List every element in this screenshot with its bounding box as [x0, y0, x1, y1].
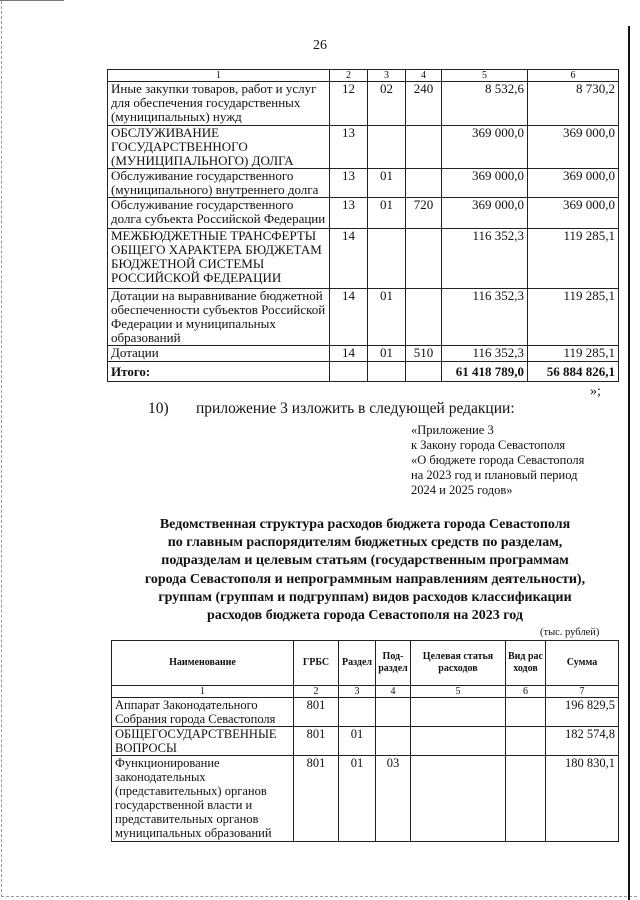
row-sum: 180 830,1: [546, 756, 619, 842]
row-code: [406, 126, 442, 169]
col-number: 2: [294, 686, 339, 698]
total-amount: 56 884 826,1: [528, 362, 619, 382]
empty-cell: [368, 362, 406, 382]
row-name: Обслуживание государственного долга субъекта Российской Федерации: [108, 198, 330, 229]
scan-edge: [0, 0, 64, 1]
col-number: 1: [108, 70, 330, 82]
title-line: по главным распорядителям бюджетных средств по разделам,: [167, 535, 563, 551]
row-amount: 119 285,1: [528, 289, 619, 346]
row-code: [368, 126, 406, 169]
table-row: [108, 169, 619, 198]
row-razdel: [339, 698, 376, 727]
row-expense-type: [506, 756, 546, 842]
row-code: [406, 229, 442, 289]
row-code: 14: [330, 229, 368, 289]
col-number: 6: [528, 70, 619, 82]
table-row: [112, 698, 619, 727]
header-sum: Сумма: [546, 641, 619, 686]
col-number: 7: [546, 686, 619, 698]
page-number: 26: [313, 38, 327, 53]
row-code: [406, 169, 442, 198]
row-target-article: [411, 727, 506, 756]
row-code: [368, 229, 406, 289]
row-amount: 369 000,0: [442, 198, 528, 229]
row-amount: 369 000,0: [528, 198, 619, 229]
header-name: Наименование: [112, 641, 294, 686]
appendix-line: «Приложение 3: [411, 423, 494, 437]
row-grbs: 801: [294, 727, 339, 756]
appendix-line: к Закону города Севастополя: [411, 438, 566, 452]
budget-table-continued: [107, 69, 619, 382]
title-line: расходов бюджета города Севастополя на 2023 год: [207, 608, 523, 624]
amendment-item: [148, 400, 515, 418]
total-label: Итого:: [108, 362, 330, 382]
col-number: 3: [368, 70, 406, 82]
row-podrazdel: [376, 727, 411, 756]
row-code: 14: [330, 346, 368, 362]
row-amount: 8 730,2: [528, 82, 619, 126]
col-number: 5: [411, 686, 506, 698]
title-line: группам (группам и подгруппам) видов расходов классификации: [158, 589, 572, 605]
row-code: 02: [368, 82, 406, 126]
row-code: 13: [330, 169, 368, 198]
table-row: [108, 229, 619, 289]
row-expense-type: [506, 698, 546, 727]
row-amount: 116 352,3: [442, 289, 528, 346]
column-number-row: [108, 70, 619, 82]
row-amount: 116 352,3: [442, 346, 528, 362]
row-code: 01: [368, 169, 406, 198]
col-number: 1: [112, 686, 294, 698]
title-line: Ведомственная структура расходов бюджета города Севастополя: [159, 517, 571, 532]
units-label: (тыс. рублей): [540, 627, 600, 638]
row-code: [406, 289, 442, 346]
row-amount: 8 532,6: [442, 82, 528, 126]
table-row: [108, 82, 619, 126]
row-name: Дотации на выравнивание бюджетной обеспеченности субъектов Российской Федерации и муниципальных образований: [108, 289, 330, 346]
item-number: 10): [148, 400, 169, 417]
row-code: 14: [330, 289, 368, 346]
header-target-article: Целевая статья расходов: [411, 641, 506, 686]
section-title: [110, 516, 620, 625]
row-name: ОБЩЕГОСУДАРСТВЕННЫЕ ВОПРОСЫ: [112, 727, 294, 756]
row-sum: 182 574,8: [546, 727, 619, 756]
row-code: 01: [368, 346, 406, 362]
table-row: [108, 346, 619, 362]
row-sum: 196 829,5: [546, 698, 619, 727]
header-row: [112, 641, 619, 686]
row-podrazdel: 03: [376, 756, 411, 842]
row-name: Аппарат Законодательного Собрания города Севастополя: [112, 698, 294, 727]
row-name: Иные закупки товаров, работ и услуг для обеспечения государственных (муниципальных) нужд: [108, 82, 330, 126]
closing-quote: »;: [590, 384, 601, 399]
row-code: 01: [368, 289, 406, 346]
total-row: [108, 362, 619, 382]
row-amount: 369 000,0: [442, 126, 528, 169]
header-razdel: Раздел: [339, 641, 376, 686]
col-number: 5: [442, 70, 528, 82]
table-row: [112, 727, 619, 756]
scan-edge-right: [628, 26, 630, 900]
row-expense-type: [506, 727, 546, 756]
row-amount: 369 000,0: [528, 169, 619, 198]
row-amount: 119 285,1: [528, 346, 619, 362]
row-amount: 369 000,0: [442, 169, 528, 198]
row-code: 12: [330, 82, 368, 126]
table-row: [108, 126, 619, 169]
row-razdel: 01: [339, 756, 376, 842]
table-row: [108, 289, 619, 346]
col-number: 4: [376, 686, 411, 698]
header-expense-type: Вид рас ходов: [506, 641, 546, 686]
row-grbs: 801: [294, 698, 339, 727]
empty-cell: [406, 362, 442, 382]
header-podrazdel: Под-раздел: [376, 641, 411, 686]
row-target-article: [411, 698, 506, 727]
col-number: 3: [339, 686, 376, 698]
table-row: [108, 198, 619, 229]
col-number: 4: [406, 70, 442, 82]
row-name: Функционирование законодательных (представительных) органов государственной власти и представительных органов муниципальных образований: [112, 756, 294, 842]
empty-cell: [330, 362, 368, 382]
departmental-structure-table: [111, 640, 619, 842]
row-code: 510: [406, 346, 442, 362]
row-amount: 116 352,3: [442, 229, 528, 289]
row-amount: 369 000,0: [528, 126, 619, 169]
row-code: 240: [406, 82, 442, 126]
header-grbs: ГРБС: [294, 641, 339, 686]
appendix-line: 2024 и 2025 годов»: [411, 483, 513, 497]
table-row: [112, 756, 619, 842]
row-name: ОБСЛУЖИВАНИЕ ГОСУДАРСТВЕННОГО (МУНИЦИПАЛЬНОГО) ДОЛГА: [108, 126, 330, 169]
appendix-line: «О бюджете города Севастополя: [411, 453, 585, 467]
row-code: 13: [330, 126, 368, 169]
title-line: подразделам и целевым статьям (государственным программам: [161, 553, 569, 569]
row-razdel: 01: [339, 727, 376, 756]
row-name: Дотации: [108, 346, 330, 362]
col-number: 2: [330, 70, 368, 82]
row-code: 01: [368, 198, 406, 229]
row-code: 13: [330, 198, 368, 229]
row-name: Обслуживание государственного (муниципального) внутреннего долга: [108, 169, 330, 198]
appendix-note: [411, 423, 584, 498]
col-number: 6: [506, 686, 546, 698]
row-podrazdel: [376, 698, 411, 727]
column-number-row: [112, 686, 619, 698]
row-target-article: [411, 756, 506, 842]
row-grbs: 801: [294, 756, 339, 842]
appendix-line: на 2023 год и плановый период: [411, 468, 578, 482]
total-amount: 61 418 789,0: [442, 362, 528, 382]
title-line: города Севастополя и непрограммным направлениям деятельности),: [144, 571, 586, 587]
row-code: 720: [406, 198, 442, 229]
row-name: МЕЖБЮДЖЕТНЫЕ ТРАНСФЕРТЫ ОБЩЕГО ХАРАКТЕРА БЮДЖЕТАМ БЮДЖЕТНОЙ СИСТЕМЫ РОССИЙСКОЙ ФЕДЕРАЦИИ: [108, 229, 330, 289]
row-amount: 119 285,1: [528, 229, 619, 289]
item-text: приложение 3 изложить в следующей редакции:: [196, 400, 515, 417]
